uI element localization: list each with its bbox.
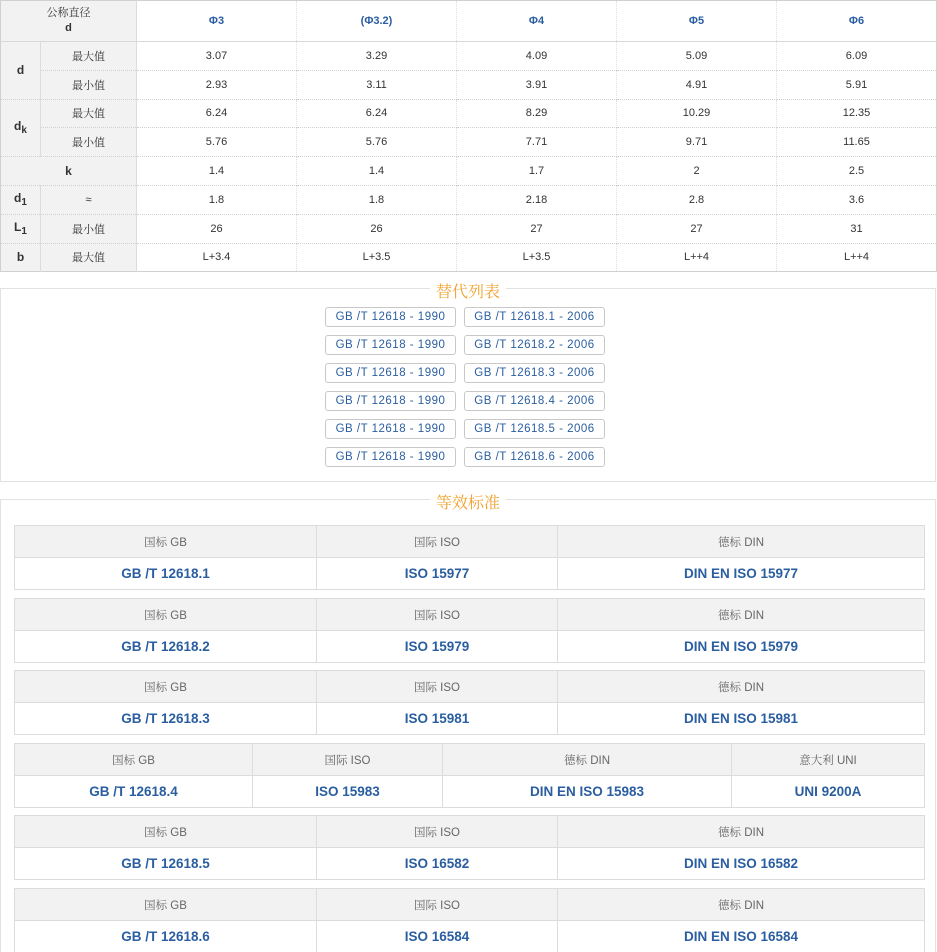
iso-standard-link[interactable]: ISO 15983 — [253, 776, 443, 808]
column-label: 国标 GB — [15, 526, 317, 558]
table-cell: 27 — [617, 214, 777, 243]
column-label: 德标 DIN — [558, 889, 925, 921]
column-label: 德标 DIN — [558, 671, 925, 703]
table-cell: 1.7 — [457, 157, 617, 186]
table-row — [15, 776, 925, 808]
table-cell: 31 — [777, 214, 937, 243]
corner-header — [1, 1, 137, 42]
table-cell: 3.29 — [297, 42, 457, 71]
column-label: 国标 GB — [15, 599, 317, 631]
new-standard-link[interactable]: GB /T 12618.4 - 2006 — [464, 391, 605, 411]
table-cell: 3.91 — [457, 70, 617, 99]
list-item — [325, 447, 615, 467]
iso-standard-link[interactable]: ISO 16582 — [317, 848, 558, 880]
size-column-header: (Φ3.2) — [297, 1, 457, 42]
equivalents-section — [0, 495, 936, 952]
old-standard-link[interactable]: GB /T 12618 - 1990 — [325, 447, 456, 467]
table-cell: L+3.5 — [457, 243, 617, 272]
column-label: 国际 ISO — [253, 744, 443, 776]
size-column-header: Φ3 — [137, 1, 297, 42]
new-standard-link[interactable]: GB /T 12618.2 - 2006 — [464, 335, 605, 355]
row-symbol: $d_1$ — [1, 185, 41, 214]
gb-standard-link[interactable]: GB /T 12618.2 — [15, 631, 317, 663]
din-standard-link[interactable]: DIN EN ISO 15983 — [443, 776, 732, 808]
row-label: 最小值 — [41, 70, 137, 99]
corner-label: 公称直径 — [46, 7, 91, 19]
column-label: 国标 GB — [15, 744, 253, 776]
alternatives-title: 替代列表 — [1, 279, 935, 302]
row-symbol: $d_k$ — [1, 99, 41, 157]
table-cell: 26 — [297, 214, 457, 243]
alternatives-list — [325, 307, 615, 475]
equivalent-standards-table — [14, 525, 925, 590]
table-cell: 5.09 — [617, 42, 777, 71]
table-cell: 1.4 — [297, 157, 457, 186]
column-label: 德标 DIN — [443, 744, 732, 776]
row-label: 最大值 — [41, 243, 137, 272]
table-cell: 7.71 — [457, 128, 617, 157]
table-cell: 1.8 — [297, 185, 457, 214]
table-row — [1, 70, 937, 99]
table-cell: 10.29 — [617, 99, 777, 128]
table-cell: 3.07 — [137, 42, 297, 71]
table-row — [15, 526, 925, 558]
column-label: 国标 GB — [15, 816, 317, 848]
iso-standard-link[interactable]: ISO 16584 — [317, 921, 558, 952]
din-standard-link[interactable]: DIN EN ISO 16584 — [558, 921, 925, 952]
table-row — [15, 744, 925, 776]
column-label: 国际 ISO — [317, 526, 558, 558]
row-symbol: $L_1$ — [1, 214, 41, 243]
size-column-header: Φ4 — [457, 1, 617, 42]
equivalent-standards-table — [14, 670, 925, 735]
row-symbol: k — [1, 157, 137, 186]
table-row — [15, 671, 925, 703]
table-row — [15, 921, 925, 952]
list-item — [325, 363, 615, 383]
equivalent-standards-table — [14, 815, 925, 880]
table-cell: 11.65 — [777, 128, 937, 157]
table-row — [1, 185, 937, 214]
gb-standard-link[interactable]: GB /T 12618.3 — [15, 703, 317, 735]
table-row — [1, 42, 937, 71]
equivalent-standards-table — [14, 888, 925, 952]
table-row — [1, 214, 937, 243]
din-standard-link[interactable]: DIN EN ISO 16582 — [558, 848, 925, 880]
new-standard-link[interactable]: GB /T 12618.5 - 2006 — [464, 419, 605, 439]
equivalent-standards-table — [14, 743, 925, 808]
list-item — [325, 307, 615, 327]
table-cell: 4.09 — [457, 42, 617, 71]
table-cell: 2.5 — [777, 157, 937, 186]
row-label: 最小值 — [41, 128, 137, 157]
table-cell: 3.6 — [777, 185, 937, 214]
corner-symbol: d — [65, 22, 72, 34]
table-cell: 2.8 — [617, 185, 777, 214]
table-row — [1, 99, 937, 128]
old-standard-link[interactable]: GB /T 12618 - 1990 — [325, 363, 456, 383]
table-cell: L+3.4 — [137, 243, 297, 272]
row-symbol: b — [1, 243, 41, 272]
table-cell: 2.93 — [137, 70, 297, 99]
table-cell: 2 — [617, 157, 777, 186]
column-label: 国际 ISO — [317, 599, 558, 631]
gb-standard-link[interactable]: GB /T 12618.4 — [15, 776, 253, 808]
dimension-table — [0, 0, 937, 272]
table-cell: 8.29 — [457, 99, 617, 128]
column-label: 德标 DIN — [558, 816, 925, 848]
column-label: 德标 DIN — [558, 599, 925, 631]
table-cell: 1.8 — [137, 185, 297, 214]
size-column-header: Φ6 — [777, 1, 937, 42]
table-cell: 4.91 — [617, 70, 777, 99]
column-label: 国标 GB — [15, 671, 317, 703]
iso-standard-link[interactable]: ISO 15977 — [317, 558, 558, 590]
old-standard-link[interactable]: GB /T 12618 - 1990 — [325, 419, 456, 439]
equivalents-title: 等效标准 — [1, 490, 935, 513]
new-standard-link[interactable]: GB /T 12618.3 - 2006 — [464, 363, 605, 383]
row-label: 最小值 — [41, 214, 137, 243]
table-cell: L++4 — [617, 243, 777, 272]
column-label: 意大利 UNI — [732, 744, 925, 776]
table-row — [15, 816, 925, 848]
table-cell: 3.11 — [297, 70, 457, 99]
dimension-header-row — [1, 1, 937, 42]
table-row — [15, 889, 925, 921]
column-label: 德标 DIN — [558, 526, 925, 558]
table-row — [15, 703, 925, 735]
column-label: 国际 ISO — [317, 889, 558, 921]
equivalent-standards-table — [14, 598, 925, 663]
table-cell: 5.91 — [777, 70, 937, 99]
table-row — [15, 848, 925, 880]
old-standard-link[interactable]: GB /T 12618 - 1990 — [325, 307, 456, 327]
table-row — [1, 128, 937, 157]
table-cell: 12.35 — [777, 99, 937, 128]
table-cell: L++4 — [777, 243, 937, 272]
table-cell: 2.18 — [457, 185, 617, 214]
table-cell: 5.76 — [137, 128, 297, 157]
din-standard-link[interactable]: DIN EN ISO 15979 — [558, 631, 925, 663]
row-symbol: d — [1, 42, 41, 100]
table-cell: 26 — [137, 214, 297, 243]
old-standard-link[interactable]: GB /T 12618 - 1990 — [325, 335, 456, 355]
column-label: 国际 ISO — [317, 671, 558, 703]
table-row — [1, 243, 937, 272]
new-standard-link[interactable]: GB /T 12618.6 - 2006 — [464, 447, 605, 467]
table-cell: 6.09 — [777, 42, 937, 71]
iso-standard-link[interactable]: ISO 15979 — [317, 631, 558, 663]
din-standard-link[interactable]: DIN EN ISO 15977 — [558, 558, 925, 590]
alternatives-section — [0, 284, 936, 482]
iso-standard-link[interactable]: ISO 15981 — [317, 703, 558, 735]
table-row — [15, 599, 925, 631]
table-row — [1, 157, 937, 186]
table-row — [15, 558, 925, 590]
list-item — [325, 391, 615, 411]
din-standard-link[interactable]: DIN EN ISO 15981 — [558, 703, 925, 735]
table-cell: 1.4 — [137, 157, 297, 186]
list-item — [325, 419, 615, 439]
row-label: 最大值 — [41, 99, 137, 128]
column-label: 国标 GB — [15, 889, 317, 921]
old-standard-link[interactable]: GB /T 12618 - 1990 — [325, 391, 456, 411]
table-cell: 6.24 — [297, 99, 457, 128]
row-label: ≈ — [41, 185, 137, 214]
list-item — [325, 335, 615, 355]
gb-standard-link[interactable]: GB /T 12618.6 — [15, 921, 317, 952]
row-label: 最大值 — [41, 42, 137, 71]
table-cell: 5.76 — [297, 128, 457, 157]
gb-standard-link[interactable]: GB /T 12618.1 — [15, 558, 317, 590]
gb-standard-link[interactable]: GB /T 12618.5 — [15, 848, 317, 880]
table-cell: 27 — [457, 214, 617, 243]
column-label: 国际 ISO — [317, 816, 558, 848]
new-standard-link[interactable]: GB /T 12618.1 - 2006 — [464, 307, 605, 327]
size-column-header: Φ5 — [617, 1, 777, 42]
table-cell: 6.24 — [137, 99, 297, 128]
uni-standard-link[interactable]: UNI 9200A — [732, 776, 925, 808]
table-cell: 9.71 — [617, 128, 777, 157]
table-row — [15, 631, 925, 663]
table-cell: L+3.5 — [297, 243, 457, 272]
